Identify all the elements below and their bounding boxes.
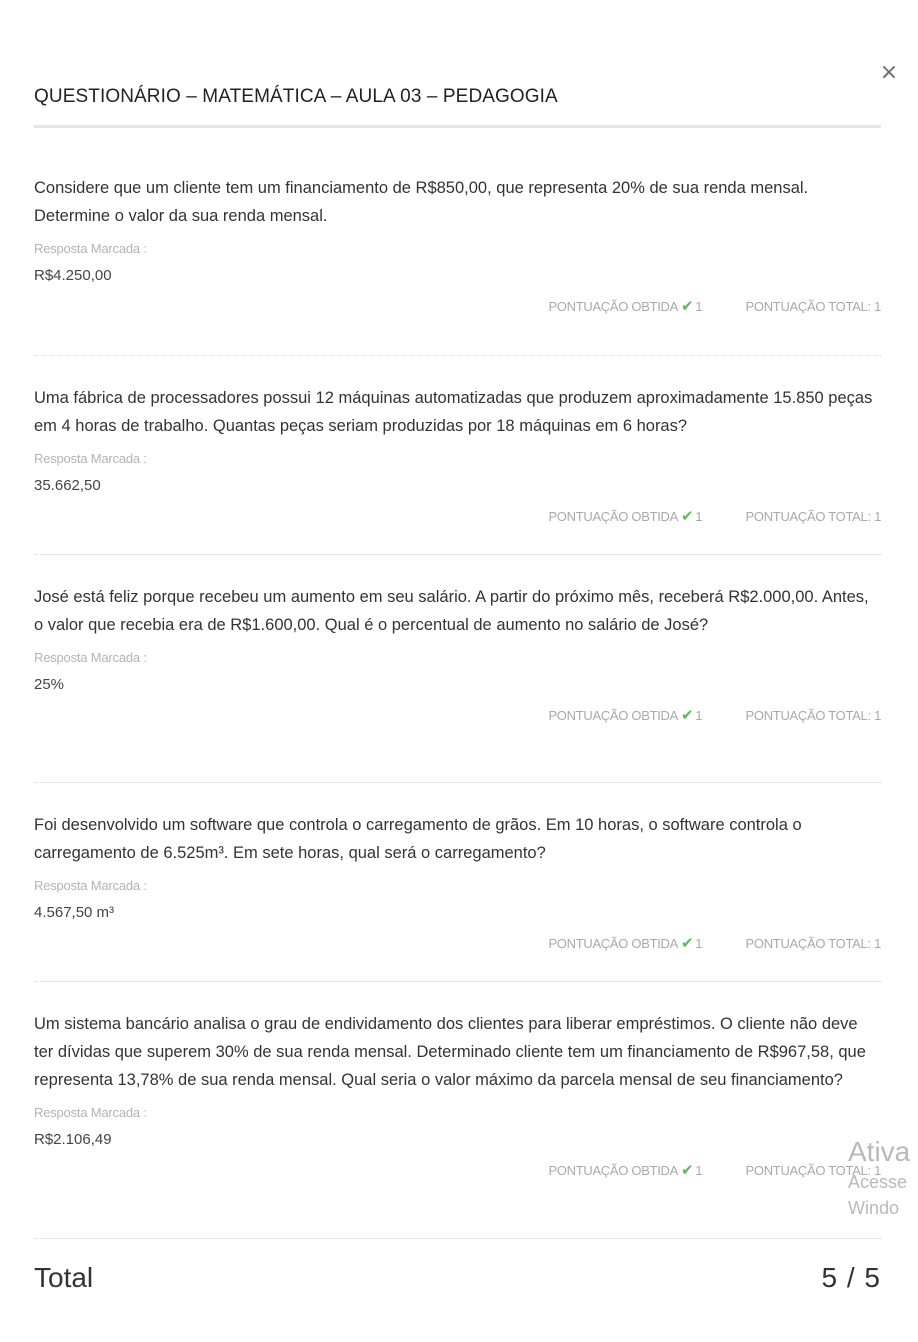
title-divider bbox=[34, 125, 881, 128]
answer-value: 4.567,50 m³ bbox=[34, 904, 115, 921]
check-icon: ✔ bbox=[681, 934, 694, 952]
score-obtained-label: PONTUAÇÃO OBTIDA bbox=[548, 936, 678, 951]
answer-label: Resposta Marcada : bbox=[34, 650, 147, 665]
question-list bbox=[34, 174, 881, 1239]
question-text: Um sistema bancário analisa o grau de endividamento dos clientes para liberar empréstimos. O cliente não deve ter dívidas que superem 30% de sua renda mensal. Determinado cliente tem um financiamento de R$967,58, que representa 13,78% de sua renda mensal. Qual seria o valor máximo da parcela mensal de seu financiamento? bbox=[34, 1015, 866, 1089]
answer-value: R$4.250,00 bbox=[34, 267, 112, 284]
score-row bbox=[34, 296, 881, 317]
question-text: Foi desenvolvido um software que controla o carregamento de grãos. Em 10 horas, o software controla o carregamento de 6.525m³. Em sete horas, qual será o carregamento? bbox=[34, 816, 802, 862]
score-obtained-value: 1 bbox=[695, 509, 703, 524]
score-total: PONTUAÇÃO TOTAL: 1 bbox=[745, 509, 881, 524]
score-obtained bbox=[548, 933, 702, 954]
question-item-4 bbox=[34, 783, 881, 982]
answer-label: Resposta Marcada : bbox=[34, 241, 147, 256]
question-item-1 bbox=[34, 174, 881, 356]
score-row bbox=[34, 506, 881, 527]
answer-label: Resposta Marcada : bbox=[34, 451, 147, 466]
check-icon: ✔ bbox=[681, 507, 694, 525]
score-obtained bbox=[548, 506, 702, 527]
score-obtained-label: PONTUAÇÃO OBTIDA bbox=[548, 299, 678, 314]
question-item-5 bbox=[34, 982, 881, 1239]
score-obtained-value: 1 bbox=[695, 936, 703, 951]
question-text: Considere que um cliente tem um financiamento de R$850,00, que representa 20% de sua renda mensal. Determine o valor da sua renda mensal. bbox=[34, 179, 809, 225]
score-obtained-value: 1 bbox=[695, 1163, 703, 1178]
total-label: Total bbox=[34, 1262, 94, 1293]
check-icon: ✔ bbox=[681, 297, 694, 315]
score-total: PONTUAÇÃO TOTAL: 1 bbox=[745, 299, 881, 314]
close-icon[interactable]: × bbox=[879, 60, 899, 85]
question-text: José está feliz porque recebeu um aumento em seu salário. A partir do próximo mês, receberá R$2.000,00. Antes, o valor que recebia era de R$1.600,00. Qual é o percentual de aumento no salário de José? bbox=[34, 588, 869, 634]
score-obtained-label: PONTUAÇÃO OBTIDA bbox=[548, 1163, 678, 1178]
score-row bbox=[34, 933, 881, 954]
answer-value: 35.662,50 bbox=[34, 477, 101, 494]
score-total: PONTUAÇÃO TOTAL: 1 bbox=[745, 936, 881, 951]
answer-value: R$2.106,49 bbox=[34, 1131, 112, 1148]
score-obtained bbox=[548, 296, 702, 317]
answer-label: Resposta Marcada : bbox=[34, 878, 147, 893]
score-total: PONTUAÇÃO TOTAL: 1 bbox=[745, 708, 881, 723]
question-text: Uma fábrica de processadores possui 12 máquinas automatizadas que produzem aproximadamente 15.850 peças em 4 horas de trabalho. Quantas peças seriam produzidas por 18 máquinas em 6 horas? bbox=[34, 389, 873, 435]
score-obtained-value: 1 bbox=[695, 708, 703, 723]
score-obtained-label: PONTUAÇÃO OBTIDA bbox=[548, 708, 678, 723]
score-total: PONTUAÇÃO TOTAL: 1 bbox=[745, 1163, 881, 1178]
question-item-2 bbox=[34, 356, 881, 555]
score-obtained-value: 1 bbox=[695, 299, 703, 314]
modal-title: QUESTIONÁRIO – MATEMÁTICA – AULA 03 – PEDAGOGIA bbox=[34, 86, 558, 107]
answer-value: 25% bbox=[34, 676, 65, 693]
total-score: 5 / 5 bbox=[821, 1262, 881, 1293]
watermark-line-2: Windo bbox=[848, 1198, 900, 1218]
close-button[interactable] bbox=[876, 60, 902, 86]
score-obtained bbox=[548, 1160, 702, 1181]
score-row bbox=[34, 705, 881, 726]
score-obtained bbox=[548, 705, 702, 726]
check-icon: ✔ bbox=[681, 1161, 694, 1179]
answer-label: Resposta Marcada : bbox=[34, 1105, 147, 1120]
watermark-title: Ativa bbox=[848, 1136, 911, 1167]
watermark-line-1: Acesse bbox=[848, 1172, 908, 1192]
score-row bbox=[34, 1160, 881, 1181]
check-icon: ✔ bbox=[681, 706, 694, 724]
total-row bbox=[34, 1262, 881, 1302]
score-obtained-label: PONTUAÇÃO OBTIDA bbox=[548, 509, 678, 524]
question-item-3 bbox=[34, 555, 881, 783]
